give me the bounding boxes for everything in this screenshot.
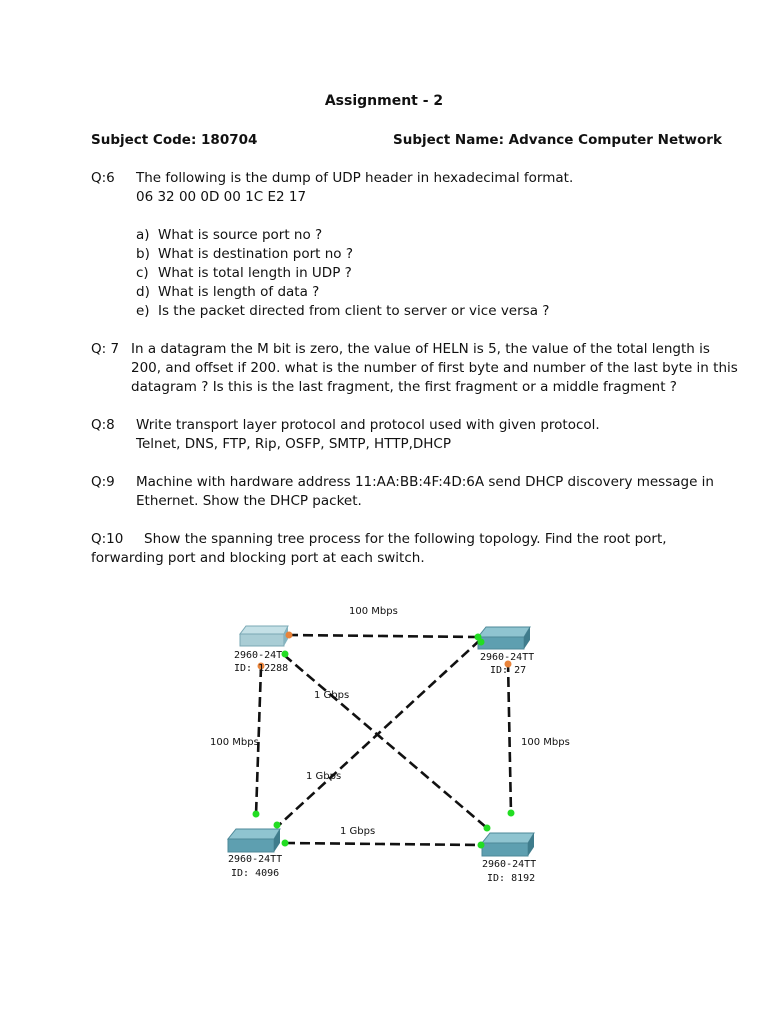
subject-code: Subject Code: 180704 <box>91 132 258 148</box>
switch-model-label: 2960-24TT <box>482 859 537 870</box>
forwarding-port-light <box>478 842 485 849</box>
question-text: The following is the dump of UDP header in hexadecimal format. <box>136 170 574 186</box>
list-item-marker: b) <box>136 246 150 262</box>
udp-hex-dump: 06 32 00 0D 00 1C E2 17 <box>136 189 307 205</box>
switch-model-label: 2960-24TT <box>228 854 283 865</box>
switch-id-label: ID: 8192 <box>487 873 536 884</box>
list-item-marker: a) <box>136 227 150 243</box>
question-number: Q:6 <box>91 170 115 186</box>
question-text-line: forwarding port and blocking port at each switch. <box>91 550 425 566</box>
question-text-line: Write transport layer protocol and protocol used with given protocol. <box>136 417 600 433</box>
question-number: Q:9 <box>91 474 115 490</box>
list-item: What is source port no ? <box>158 227 323 243</box>
list-item: What is length of data ? <box>158 284 320 300</box>
question-text-line: In a datagram the M bit is zero, the value of HELN is 5, the value of the total length is <box>131 341 710 357</box>
list-item-marker: c) <box>136 265 149 281</box>
switch-icon <box>240 626 288 646</box>
forwarding-port-light <box>282 651 289 658</box>
forwarding-port-light <box>274 822 281 829</box>
forwarding-port-light <box>253 811 260 818</box>
subject-name: Subject Name: Advance Computer Network <box>393 132 722 148</box>
question-number: Q: 7 <box>91 341 120 357</box>
question-number: Q:10 <box>91 531 124 547</box>
forwarding-port-light <box>282 840 289 847</box>
link-diagonal-tl-br <box>284 655 487 828</box>
question-text-line: Ethernet. Show the DHCP packet. <box>136 493 362 509</box>
list-item: What is total length in UDP ? <box>158 265 352 281</box>
link-label-diagonal-2: 1 Gbps <box>306 771 342 782</box>
question-text-line: datagram ? Is this is the last fragment, the first fragment or a middle fragment ? <box>131 379 677 395</box>
link-label-diagonal-1: 1 Gbps <box>314 690 350 701</box>
list-item: Is the packet directed from client to server or vice versa ? <box>158 303 550 319</box>
switch-id-label: ID: 12288 <box>234 663 289 674</box>
blocking-port-light <box>286 632 293 639</box>
list-item-marker: d) <box>136 284 150 300</box>
link-label-left: 100 Mbps <box>210 737 259 748</box>
switch-id-label: ID: 27 <box>490 665 527 676</box>
switch-model-label: 2960-24T <box>234 650 283 661</box>
link-bottom <box>285 843 481 845</box>
link-label-right: 100 Mbps <box>521 737 570 748</box>
list-item-marker: e) <box>136 303 150 319</box>
link-right <box>508 662 511 814</box>
page-title: Assignment - 2 <box>324 93 444 109</box>
switch-id-label: ID: 4096 <box>231 868 280 879</box>
question-text-line: Machine with hardware address 11:AA:BB:4F:4D:6A send DHCP discovery message in <box>136 474 714 490</box>
port-lights <box>253 632 515 849</box>
link-top <box>288 635 478 637</box>
link-diagonal-tr-bl <box>278 640 480 826</box>
link-label-bottom: 1 Gbps <box>340 826 376 837</box>
forwarding-port-light <box>508 810 515 817</box>
protocol-list: Telnet, DNS, FTP, Rip, OSFP, SMTP, HTTP,DHCP <box>136 436 451 452</box>
switch-model-label: 2960-24TT <box>480 652 535 663</box>
forwarding-port-light <box>478 639 485 646</box>
question-number: Q:8 <box>91 417 115 433</box>
switch-icon <box>228 829 280 852</box>
switch-icon <box>478 627 530 649</box>
list-item: What is destination port no ? <box>158 246 354 262</box>
switch-icon <box>482 833 534 856</box>
question-text-line: 200, and offset if 200. what is the number of first byte and number of the last byte in this <box>131 360 738 376</box>
forwarding-port-light <box>484 825 491 832</box>
link-label-top: 100 Mbps <box>349 606 398 617</box>
question-text-line: Show the spanning tree process for the following topology. Find the root port, <box>144 531 667 547</box>
